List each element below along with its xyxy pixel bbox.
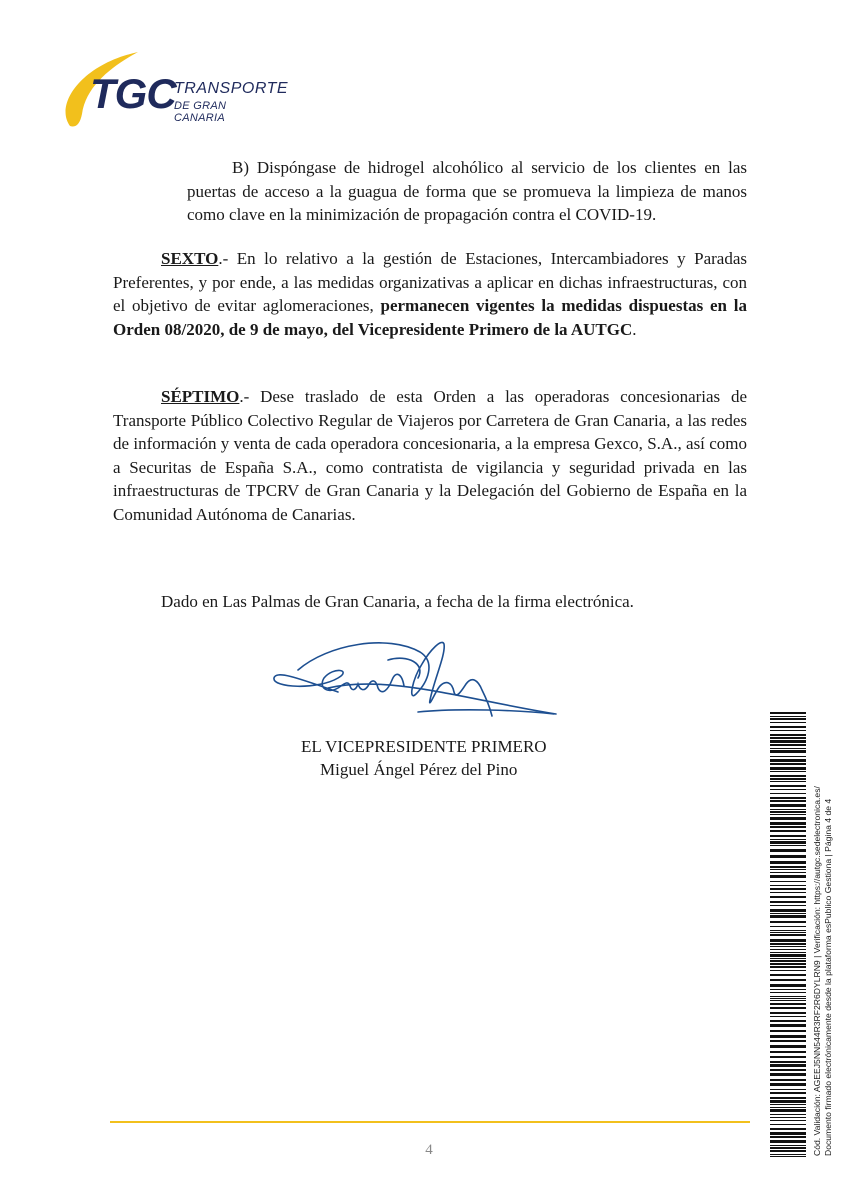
footer-divider (110, 1121, 750, 1123)
validation-line2: Documento firmado electrónicamente desde la plataforma esPublico Gestiona | Página 4 de 4 (823, 798, 833, 1156)
sexto-heading: SEXTO (161, 249, 219, 268)
handwritten-signature (268, 630, 568, 735)
paragraph-sexto (113, 247, 747, 341)
sexto-text-end: . (632, 319, 637, 339)
page-number: 4 (425, 1142, 433, 1158)
validation-line1: Cód. Validación: AGEEJ5NN544R3RF2R6DYLRN9 | Verificación: https://autgc.sedelectronica.es/ (812, 786, 822, 1156)
signatory-title: EL VICEPRESIDENTE PRIMERO (301, 737, 547, 756)
sexto-text-start: .- En lo relativo a la gestión de Estaciones, Intercambiadores y Paradas Preferentes, y por ende, a las medidas organizativas a aplicar en dichas infraestructuras, con el objetivo de evitar aglomeraciones, (113, 249, 747, 315)
logo-line2: DE GRAN CANARIA (174, 100, 227, 124)
signatory-name: Miguel Ángel Pérez del Pino (320, 760, 518, 779)
validation-barcode (770, 712, 806, 1158)
tgc-logo (60, 44, 289, 134)
sexto-text-bold: permanecen vigentes la medidas dispuestas en la Orden 08/2020, de 9 de mayo, del Vicepresidente Primero de la AUTGC (113, 296, 747, 339)
logo-mark: TGC (90, 70, 176, 117)
paragraph-b: B) Dispóngase de hidrogel alcohólico al servicio de los clientes en las puertas de acceso a la guagua de forma que se promueva la limpieza de manos como clave en la minimización de propagación contra el COVID-19. (187, 158, 747, 224)
septimo-text: .- Dese traslado de esta Orden a las operadoras concesionarias de Transporte Público Colectivo Regular de Viajeros por Carretera de Gran Canaria, a las redes de información y venta de cada operadora concesionaria, a la empresa Gexco, S.A., así como a Securitas de España S.A., como contratista de vigilancia y seguridad privada en las infraestructuras de TPCRV de Gran Canaria y la Delegación del Gobierno de España en la Comunidad Autónoma de Canarias. (113, 387, 747, 524)
septimo-heading: SÉPTIMO (161, 387, 240, 406)
paragraph-septimo (113, 385, 747, 526)
closing-line: Dado en Las Palmas de Gran Canaria, a fecha de la firma electrónica. (161, 592, 634, 611)
logo-line1: TRANSPORTE (174, 80, 289, 97)
validation-side-text (812, 786, 834, 1156)
